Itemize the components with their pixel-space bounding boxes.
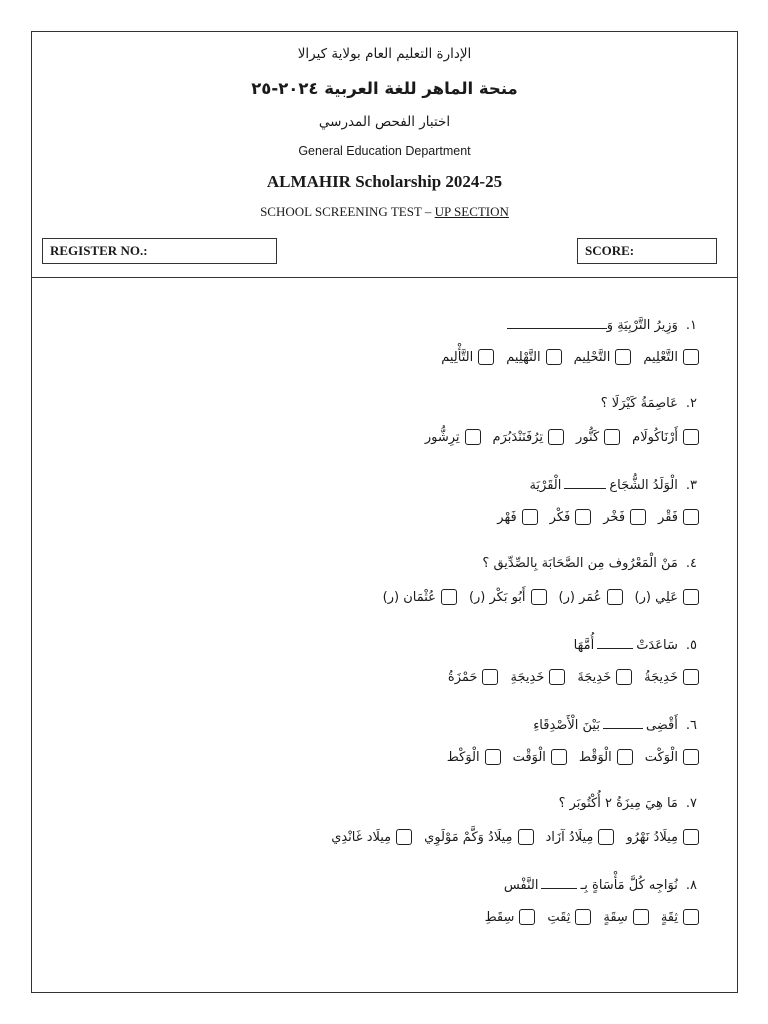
question-text-after: بَيْنَ الْأَصْدِقَاءِ — [533, 718, 600, 733]
answer-option[interactable] — [574, 348, 632, 368]
answer-blank — [603, 714, 643, 729]
answer-option[interactable] — [425, 428, 481, 448]
checkbox[interactable] — [604, 429, 620, 445]
score-label: SCORE: — [585, 243, 635, 258]
question-number: ٣. — [685, 478, 697, 493]
checkbox[interactable] — [683, 829, 699, 845]
question-number: ٢. — [685, 396, 697, 411]
checkbox[interactable] — [683, 589, 699, 605]
department-title-arabic: الإدارة التعليم العام بولاية كيرالا — [297, 46, 472, 62]
option-label: كَنُّور — [576, 430, 600, 445]
checkbox[interactable] — [630, 509, 646, 525]
answer-option[interactable] — [632, 428, 699, 448]
answer-option[interactable] — [469, 588, 547, 608]
option-label: حَمْزَةُ — [447, 670, 478, 685]
answer-option[interactable] — [493, 428, 565, 448]
checkbox[interactable] — [598, 829, 614, 845]
question-number: ٦. — [685, 718, 697, 733]
scholarship-title: ALMAHIR Scholarship 2024-25 — [266, 172, 503, 191]
checkbox[interactable] — [465, 429, 481, 445]
question-text: وَزِيرُ التَّرْبِيَةِ وَ — [606, 318, 678, 333]
option-label: فَهْر — [497, 510, 517, 525]
option-label: عَلِي (ر) — [634, 590, 678, 605]
option-label: أَبُو بَكْر (ر) — [468, 590, 526, 605]
register-number-label: REGISTER NO.: — [50, 243, 148, 258]
question-text: سَاعَدَتْ — [636, 638, 678, 653]
question-4 — [482, 554, 697, 574]
answer-option[interactable] — [550, 508, 592, 528]
option-label: تِرِشُّور — [424, 430, 460, 445]
question-number: ٥. — [685, 638, 697, 653]
checkbox[interactable] — [683, 509, 699, 525]
question-text: مَا هِيَ مِيزَةُ ٢ أُكْتُوبَر ؟ — [558, 796, 678, 811]
option-label: مِيلَادُ آزَاد — [545, 830, 594, 845]
answer-option[interactable] — [559, 588, 623, 608]
checkbox[interactable] — [633, 909, 649, 925]
question-text: الْوَلَدُ الشُّجَاع — [609, 478, 678, 493]
question-5 — [574, 634, 697, 656]
answer-blank — [541, 874, 577, 889]
checkbox[interactable] — [396, 829, 412, 845]
checkbox[interactable] — [518, 829, 534, 845]
options-row-8 — [473, 908, 699, 928]
option-label: تِرُفَنَنْدَبُرَم — [492, 430, 544, 445]
question-8 — [504, 874, 697, 896]
answer-option[interactable] — [447, 748, 501, 768]
checkbox[interactable] — [482, 669, 498, 685]
question-text-after: أُمَّهَا — [573, 638, 595, 653]
option-label: عُمَر (ر) — [558, 590, 602, 605]
answer-option[interactable] — [441, 348, 494, 368]
checkbox[interactable] — [615, 349, 631, 365]
answer-option[interactable] — [506, 348, 561, 368]
answer-option[interactable] — [579, 748, 633, 768]
option-label: عُثْمَان (ر) — [382, 590, 436, 605]
score-field[interactable] — [577, 238, 717, 264]
question-text: مَنْ الْمَعْرُوف مِن الصَّحَابَة بِالصِّدِّيق ؟ — [482, 556, 678, 571]
option-label: الْوَكْط — [446, 750, 480, 765]
answer-option[interactable] — [510, 668, 565, 688]
answer-blank — [564, 474, 606, 489]
option-label: خَدِيجَةَ — [577, 670, 612, 685]
test-title-arabic: اختبار الفحص المدرسي — [318, 114, 451, 130]
checkbox[interactable] — [546, 349, 562, 365]
option-label: التَّعْلِيم — [643, 350, 678, 365]
answer-option[interactable] — [448, 668, 499, 688]
options-row-5 — [436, 668, 699, 688]
answer-option[interactable] — [577, 668, 632, 688]
exam-header — [32, 32, 737, 278]
checkbox[interactable] — [522, 509, 538, 525]
checkbox[interactable] — [575, 909, 591, 925]
question-text-after: النَّفْس — [503, 878, 539, 893]
answer-option[interactable] — [331, 828, 412, 848]
answer-option[interactable] — [643, 348, 699, 368]
option-label: مِيلَاد غَانْدِي — [331, 830, 392, 845]
question-number: ٨. — [685, 878, 697, 893]
checkbox[interactable] — [478, 349, 494, 365]
question-text-after: الْقَرْيَة — [529, 478, 562, 493]
options-row-6 — [435, 748, 699, 768]
department-title: General Education Department — [298, 144, 471, 158]
option-label: فَقْر — [658, 510, 678, 525]
answer-option[interactable] — [635, 588, 699, 608]
option-label: التَّحْلِيم — [573, 350, 611, 365]
checkbox[interactable] — [441, 589, 457, 605]
question-2 — [601, 394, 697, 414]
option-label: مِيلَادُ نَهْرُو — [626, 830, 678, 845]
option-label: الْوَقْت — [512, 750, 546, 765]
question-text: عَاصِمَةُ كَيْرَلَا ؟ — [600, 396, 678, 411]
question-3 — [529, 474, 697, 496]
answer-option[interactable] — [603, 908, 648, 928]
options-row-2 — [413, 428, 699, 448]
checkbox[interactable] — [485, 749, 501, 765]
test-title-prefix: SCHOOL SCREENING TEST – — [260, 204, 435, 219]
checkbox[interactable] — [683, 429, 699, 445]
question-1 — [507, 314, 697, 336]
question-text: أَقْضِى — [645, 718, 678, 733]
answer-blank — [597, 634, 633, 649]
question-6 — [533, 714, 697, 736]
options-row-1 — [429, 348, 699, 368]
options-row-4 — [371, 588, 699, 608]
question-number: ٤. — [685, 556, 697, 571]
exam-sheet — [31, 31, 738, 993]
option-label: فَخْر — [603, 510, 626, 525]
answer-option[interactable] — [603, 508, 646, 528]
question-number: ٧. — [685, 796, 697, 811]
register-number-field[interactable] — [42, 238, 277, 264]
checkbox[interactable] — [617, 749, 633, 765]
answer-option[interactable] — [658, 508, 699, 528]
answer-option[interactable] — [424, 828, 533, 848]
question-7 — [559, 794, 697, 814]
answer-option[interactable] — [626, 828, 699, 848]
question-text: نُوَاجِه كُلَّ مَأْسَاةٍ بِـ — [580, 878, 678, 893]
test-title — [32, 204, 737, 220]
option-label: الْوَقْط — [578, 750, 612, 765]
checkbox[interactable] — [549, 669, 565, 685]
section-name: UP SECTION — [434, 204, 509, 219]
checkbox[interactable] — [683, 349, 699, 365]
header-divider — [32, 277, 737, 278]
answer-blank — [507, 314, 607, 329]
option-label: أَرْنَاكُولَام — [632, 430, 678, 445]
option-label: خَدِيجَةِ — [510, 670, 545, 685]
checkbox[interactable] — [519, 909, 535, 925]
answer-option[interactable] — [661, 908, 699, 928]
answer-option[interactable] — [576, 428, 620, 448]
option-label: سِقَةٍ — [603, 910, 628, 925]
options-row-3 — [485, 508, 699, 528]
options-row-7 — [319, 828, 699, 848]
checkbox[interactable] — [683, 749, 699, 765]
option-label: فَكْر — [549, 510, 571, 525]
checkbox[interactable] — [683, 909, 699, 925]
answer-option[interactable] — [383, 588, 457, 608]
checkbox[interactable] — [575, 509, 591, 525]
scholarship-title-arabic: منحة الماهر للغة العربية ٢٠٢٤-٢٥ — [251, 79, 518, 98]
checkbox[interactable] — [531, 589, 547, 605]
option-label: ثِقَتِ — [547, 910, 571, 925]
answer-option[interactable] — [513, 748, 567, 768]
checkbox[interactable] — [548, 429, 564, 445]
answer-option[interactable] — [644, 668, 699, 688]
option-label: الْوَكْت — [644, 750, 678, 765]
option-label: سِقَطِ — [484, 910, 515, 925]
option-label: خَدِيجَةُ — [644, 670, 678, 685]
option-label: التَّأْلِيم — [441, 350, 474, 365]
checkbox[interactable] — [551, 749, 567, 765]
answer-option[interactable] — [645, 748, 699, 768]
answer-option[interactable] — [485, 908, 536, 928]
question-number: ١. — [685, 318, 697, 333]
option-label: مِيلَادُ وَكَّمْ مَوْلَوِي — [424, 830, 513, 845]
checkbox[interactable] — [616, 669, 632, 685]
option-label: ثِقَةٍ — [660, 910, 678, 925]
checkbox[interactable] — [683, 669, 699, 685]
answer-option[interactable] — [547, 908, 591, 928]
checkbox[interactable] — [607, 589, 623, 605]
answer-option[interactable] — [546, 828, 615, 848]
option-label: التَّهْلِيم — [506, 350, 541, 365]
answer-option[interactable] — [497, 508, 537, 528]
